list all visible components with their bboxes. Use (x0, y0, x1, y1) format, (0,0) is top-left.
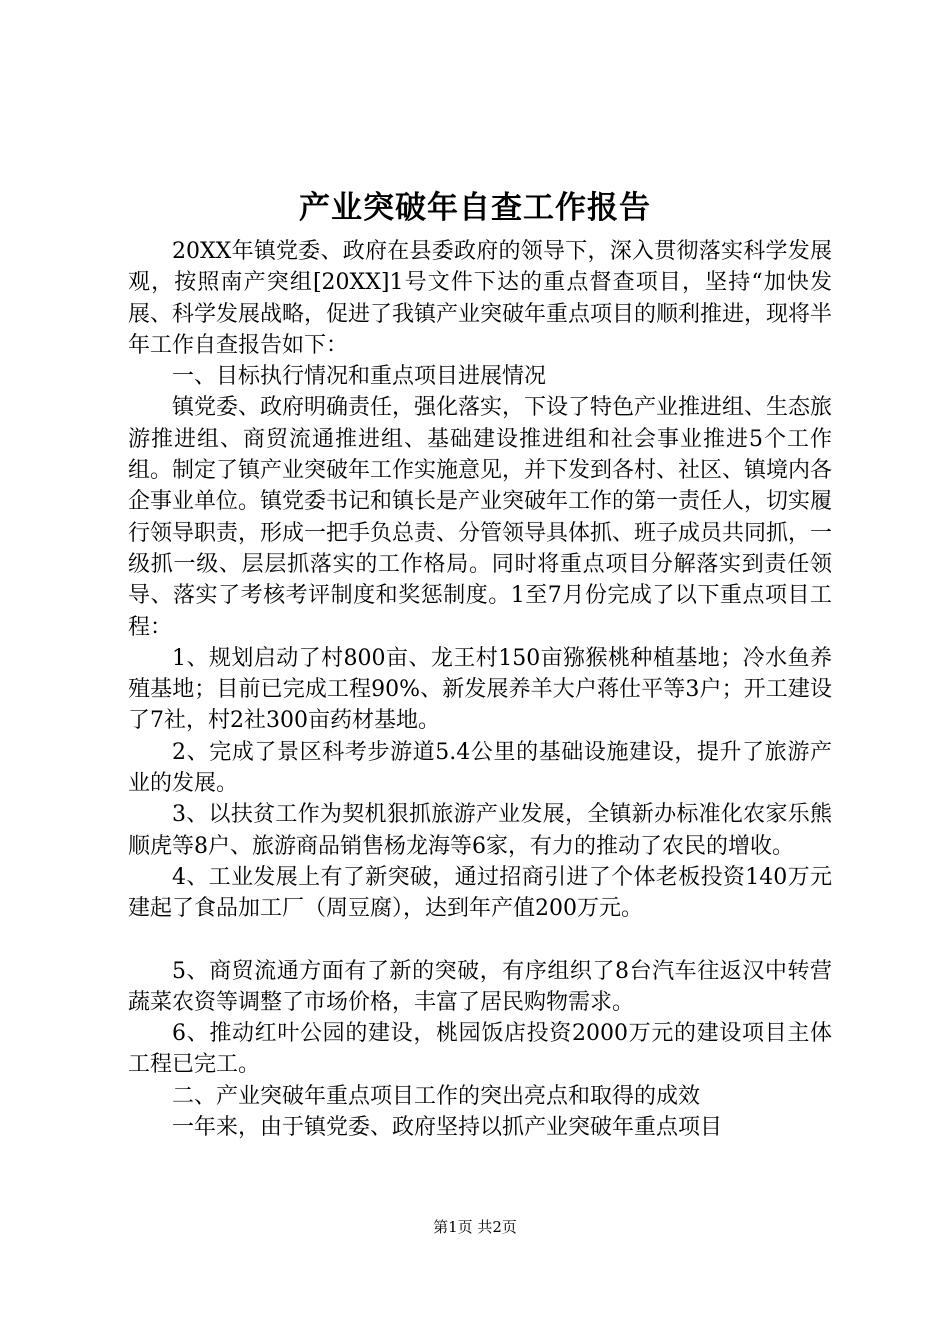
list-item-5: 5、商贸流通方面有了新的突破，有序组织了8台汽车往返汉中转营蔬菜农资等调整了市场价格，丰富了居民购物需求。 (128, 958, 832, 1015)
paragraph-responsibility: 镇党委、政府明确责任，强化落实，下设了特色产业推进组、生态旅游推进组、商贸流通推进组、基础建设推进组和社会事业推进5个工作组。制定了镇产业突破年工作实施意见，并下发到各村、社区、镇境内各企事业单位。镇党委书记和镇长是产业突破年工作的第一责任人，切实履行领导职责，形成一把手负总责、分管领导具体抓、班子成员共同抓，一级抓一级、层层抓落实的工作格局。同时将重点项目分解落实到责任领导、落实了考核考评制度和奖惩制度。1至7月份完成了以下重点项目工程： (128, 395, 833, 640)
list-item-2: 2、完成了景区科考步游道5.4公里的基础设施建设，提升了旅游产业的发展。 (128, 739, 832, 797)
list-item-4: 4、工业发展上有了新突破，通过招商引进了个体老板投资140万元建起了食品加工厂（周豆腐），达到年产值200万元。 (128, 864, 832, 922)
list-item-1: 1、规划启动了村800亩、龙王村150亩猕猴桃种植基地；冷水鱼养殖基地；目前已完成工程90%、新发展养羊大户蒋仕平等3户；开工建设了7社，村2社300亩药材基地。 (128, 645, 832, 734)
page-number: 第1页 共2页 (433, 1218, 517, 1236)
document-title: 产业突破年自查工作报告 (299, 190, 651, 226)
paragraph-intro: 20XX年镇党委、政府在县委政府的领导下，深入贯彻落实科学发展观，按照南产突组[20XX]1号文件下达的重点督查项目，坚持“加快发展、科学发展战略，促进了我镇产业突破年重点项目的顺利推进，现将半年工作自查报告如下： (128, 239, 833, 358)
paragraph-results: 一年来，由于镇党委、政府坚持以抓产业突破年重点项目 (172, 1115, 723, 1141)
section-heading-1: 一、目标执行情况和重点项目进展情况 (172, 364, 547, 390)
list-item-6: 6、推动红叶公园的建设，桃园饭店投资2000万元的建设项目主体工程已完工。 (128, 1021, 832, 1078)
document-body (128, 236, 832, 1143)
section-heading-2: 二、产业突破年重点项目工作的突出亮点和取得的成效 (172, 1083, 701, 1109)
list-item-3: 3、以扶贫工作为契机狠抓旅游产业发展，全镇新办标准化农家乐熊顺虎等8户、旅游商品销售杨龙海等6家，有力的推动了农民的增收。 (128, 802, 832, 859)
